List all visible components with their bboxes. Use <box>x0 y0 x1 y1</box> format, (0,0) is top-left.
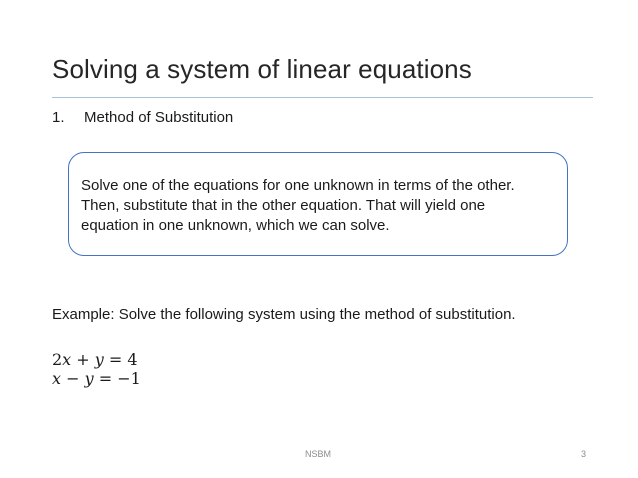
equation-2: 𝑥 − 𝑦 = −1 <box>52 369 141 388</box>
callout-line: equation in one unknown, which we can solve. <box>81 217 390 234</box>
footer-label: NSBM <box>305 449 332 459</box>
callout-text <box>81 176 565 236</box>
slide-title: Solving a system of linear equations <box>52 54 472 84</box>
list-item-text: Method of Substitution <box>84 109 234 126</box>
example-prompt: Example: Solve the following system using the method of substitution. <box>52 306 516 323</box>
callout-line: Then, substitute that in the other equation. That will yield one <box>81 197 486 214</box>
callout-line: Solve one of the equations for one unknown in terms of the other. <box>81 177 515 194</box>
list-item <box>52 109 233 126</box>
title-divider <box>52 97 593 98</box>
equation-system <box>52 350 141 388</box>
equation-1: 2𝑥 + 𝑦 = 4 <box>52 350 138 369</box>
definition-callout-box <box>68 152 568 256</box>
list-item-number: 1. <box>52 109 65 126</box>
page-number: 3 <box>581 449 587 459</box>
